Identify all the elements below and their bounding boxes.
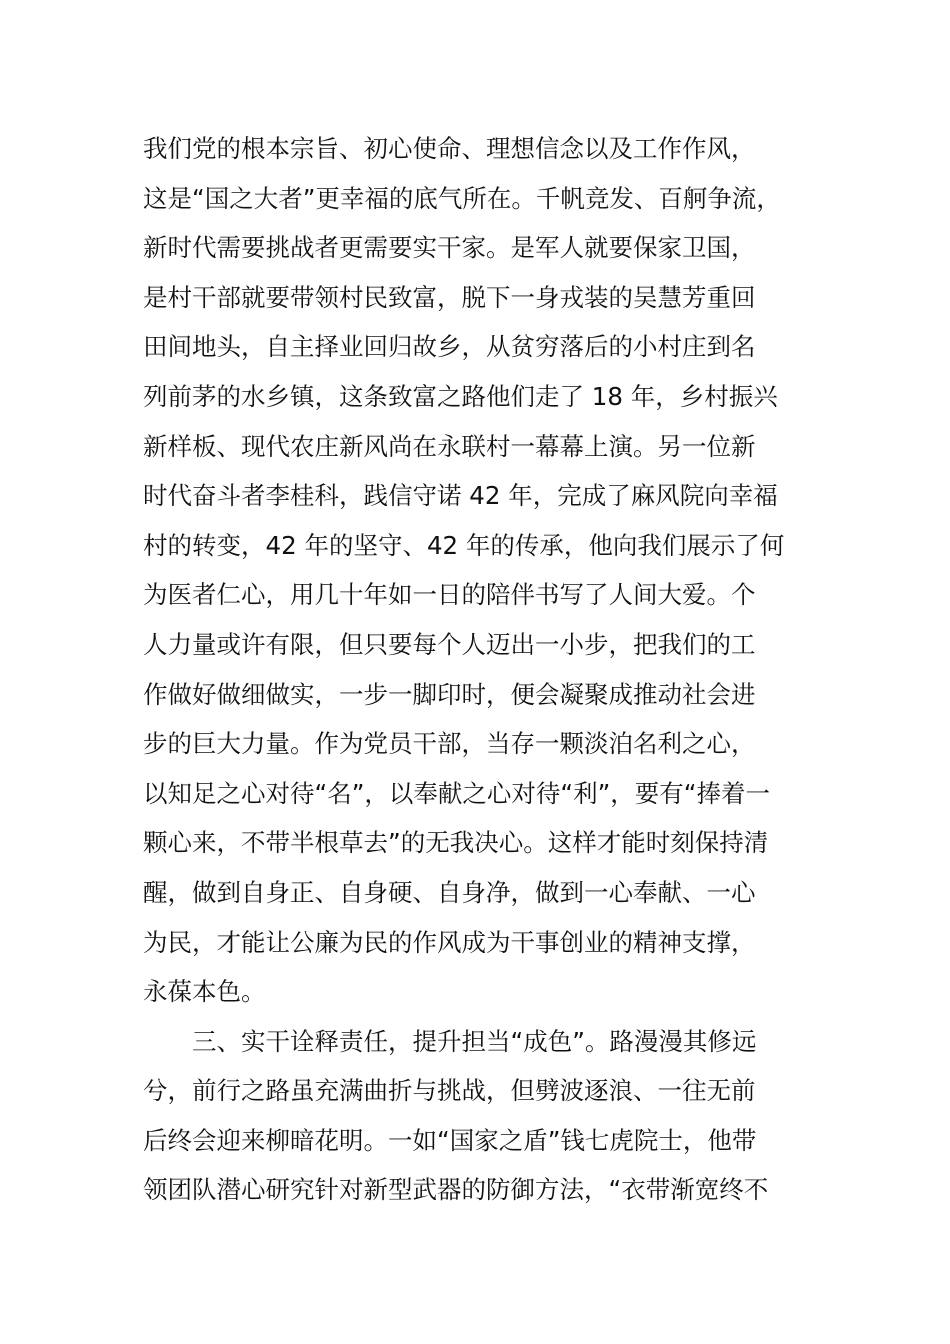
text-line: 时代奋斗者李桂科，践信守诺 42 年，完成了麻风院向幸福: [143, 481, 778, 511]
text-line: 兮，前行之路虽充满曲折与挑战，但劈波逐浪、一往无前: [143, 1076, 756, 1106]
text-line: 醒，做到自身正、自身硬、自身净，做到一心奉献、一心: [143, 877, 756, 907]
text-line: 为民，才能让公廉为民的作风成为干事创业的精神支撑，: [143, 927, 756, 957]
text-line: 是村干部就要带领村民致富，脱下一身戎装的吴慧芳重回: [143, 282, 756, 312]
section-heading-line: 三、实干诠释责任，提升担当“成色”。路漫漫其修远: [192, 1026, 757, 1056]
body-text: [143, 124, 813, 1215]
text-line: 永葆本色。: [143, 977, 266, 1007]
text-line: 我们党的根本宗旨、初心使命、理想信念以及工作作风，: [143, 134, 756, 163]
text-line: 为医者仁心，用几十年如一日的陪伴书写了人间大爱。个: [143, 580, 756, 610]
text-line: 这是“国之大者”更幸福的底气所在。千帆竞发、百舸争流，: [143, 183, 781, 213]
text-line: 田间地头，自主择业回归故乡，从贫穷落后的小村庄到名: [143, 332, 756, 362]
text-line: 后终会迎来柳暗花明。一如“国家之盾”钱七虎院士，他带: [143, 1125, 757, 1155]
text-line: 村的转变，42 年的坚守、42 年的传承，他向我们展示了何: [143, 530, 785, 560]
text-line: 作做好做细做实，一步一脚印时，便会凝聚成推动社会进: [143, 679, 756, 709]
text-line: 人力量或许有限，但只要每个人迈出一小步，把我们的工: [143, 629, 756, 659]
text-line: 领团队潜心研究针对新型武器的防御方法，“衣带渐宽终不: [143, 1175, 769, 1205]
text-line: 新样板、现代农庄新风尚在永联村一幕幕上演。另一位新: [143, 431, 756, 461]
text-line: 新时代需要挑战者更需要实干家。是军人就要保家卫国，: [143, 233, 756, 263]
text-line: 步的巨大力量。作为党员干部，当存一颗淡泊名利之心，: [143, 729, 756, 759]
text-line: 颗心来，不带半根草去”的无我决心。这样才能时刻保持清: [143, 828, 769, 858]
text-line: 列前茅的水乡镇，这条致富之路他们走了 18 年，乡村振兴: [143, 381, 778, 411]
text-line: 以知足之心对待“名”，以奉献之心对待“利”，要有“捧着一: [143, 778, 770, 808]
